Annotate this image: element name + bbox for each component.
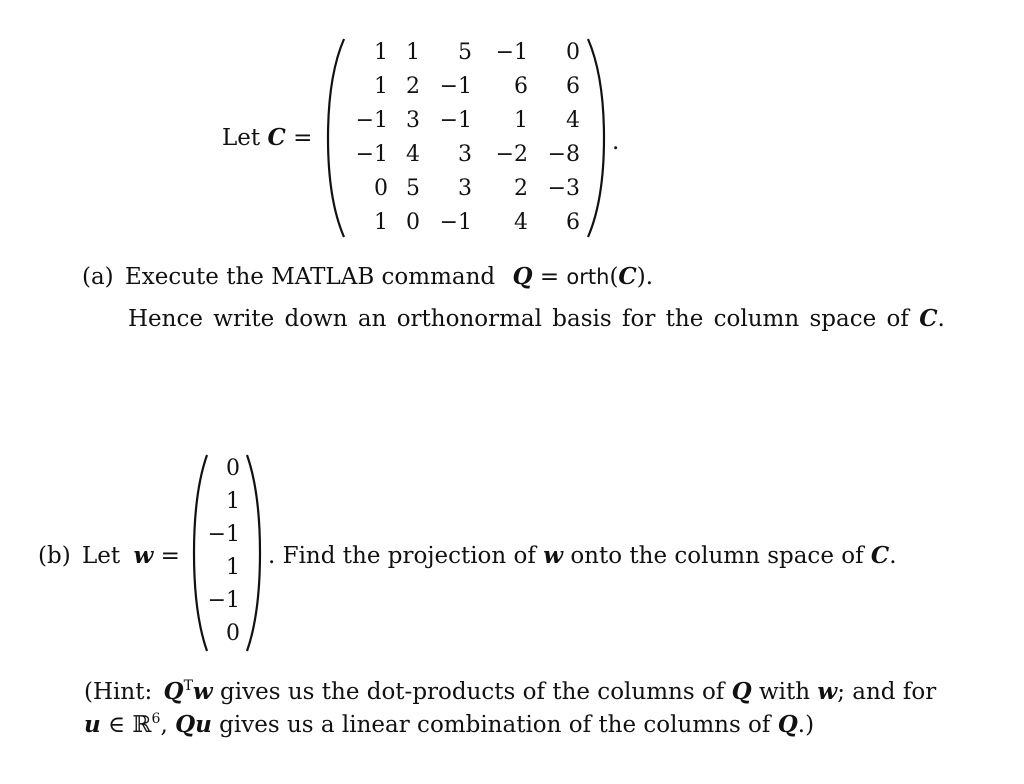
matrix-entry: 0 [566, 40, 580, 65]
hint-line1 [84, 678, 936, 706]
part-a-line2 [128, 305, 945, 333]
period: . [889, 543, 897, 569]
period: . [937, 306, 945, 332]
matrix-entry: 1 [406, 40, 420, 65]
hint-open: (Hint: [84, 679, 153, 705]
matrix-entry: 1 [374, 40, 388, 65]
matrix-entry: 2 [406, 74, 420, 99]
hint-close: .) [797, 712, 815, 738]
hint-text-1: gives us the dot-products of the columns of [220, 679, 725, 705]
hint-line2 [84, 711, 814, 739]
symbol-w: w [192, 678, 213, 705]
matrix-entry: 3 [406, 108, 420, 133]
matrix-entry: 2 [514, 176, 528, 201]
symbol-u: u [84, 711, 101, 738]
symbol-C: C [919, 305, 938, 332]
matrix-entry: −8 [547, 142, 580, 167]
symbol-C: C [870, 542, 890, 569]
hint-text-3: ; and for [837, 679, 937, 705]
symbol-Q: Q [731, 678, 752, 705]
hint-text-4: gives us a linear combination of the columns of [219, 712, 771, 738]
comma: , [160, 712, 168, 738]
matrix-symbol-C: C [267, 124, 286, 151]
matrix-entry: −1 [439, 108, 472, 133]
matrix-period: . [612, 129, 620, 155]
vector-entry: −1 [207, 588, 240, 613]
matrix-entry: 6 [566, 74, 580, 99]
part-b-label: (b) [38, 543, 71, 569]
symbol-Q: Q [163, 678, 184, 705]
symbol-Q: Q [777, 711, 798, 738]
vector-w [192, 452, 264, 654]
equals-sign: = [160, 543, 180, 569]
matrix-entry: −1 [355, 142, 388, 167]
symbol-u: u [195, 711, 212, 738]
matrix-entry: 5 [406, 176, 420, 201]
matrix-entry: 4 [566, 108, 580, 133]
part-b-text-middle: onto the column space of [570, 543, 864, 569]
matrix-entry: 5 [458, 40, 472, 65]
vector-entry: 1 [226, 555, 240, 580]
hint-text-2: with [758, 679, 811, 705]
matrix-entry: −3 [547, 176, 580, 201]
part-b-text-before: . Find the projection of [268, 543, 536, 569]
part-a-question: Hence write down an orthonormal basis for the column space of [128, 306, 909, 332]
matrix-entry: 3 [458, 176, 472, 201]
matrix-entry: 0 [406, 210, 420, 235]
matrix-entry: 1 [374, 210, 388, 235]
symbol-w: w [543, 542, 564, 569]
matrix-entry: 1 [374, 74, 388, 99]
matrix-entry: −2 [495, 142, 528, 167]
matrix-entry: −1 [439, 210, 472, 235]
symbol-Q: Q [512, 263, 533, 290]
matrix-entry: 1 [514, 108, 528, 133]
part-b-label-line [38, 542, 180, 570]
equals-sign: = [539, 264, 560, 290]
vector-entry: 1 [226, 489, 240, 514]
equals-sign: = [293, 125, 313, 151]
part-a-line1 [82, 263, 653, 291]
part-a-label: (a) [82, 264, 114, 290]
symbol-w: w [817, 678, 838, 705]
open-paren: ( [609, 264, 619, 290]
vector-entry: 0 [226, 456, 240, 481]
matrix-entry: 3 [458, 142, 472, 167]
part-b-question [268, 542, 897, 570]
vector-entry: −1 [207, 522, 240, 547]
matrix-entry: 0 [374, 176, 388, 201]
element-of-symbol: ∈ [108, 712, 126, 738]
matlab-function-orth: orth [566, 265, 610, 289]
transpose-symbol: T [183, 678, 193, 694]
right-paren-icon [584, 36, 606, 240]
part-a-instruction: Execute the MATLAB command [124, 264, 496, 290]
exponent: 6 [151, 711, 161, 727]
matrix-entry: −1 [355, 108, 388, 133]
matrix-entry: 4 [406, 142, 420, 167]
vector-entry: 0 [226, 621, 240, 646]
let-word: Let [222, 125, 261, 151]
symbol-w: w [133, 542, 154, 569]
symbol-C: C [618, 263, 637, 290]
close-paren: ). [636, 264, 654, 290]
symbol-Q: Q [175, 711, 196, 738]
matrix-entry: 4 [514, 210, 528, 235]
matrix-entry: 6 [514, 74, 528, 99]
matrix-entry: −1 [495, 40, 528, 65]
matrix-entry: −1 [439, 74, 472, 99]
reals-symbol: ℝ [132, 712, 152, 738]
right-paren-icon [244, 452, 262, 654]
matrix-definition-label [222, 124, 312, 152]
matrix-C [326, 36, 610, 240]
matrix-entry: 6 [566, 210, 580, 235]
let-word: Let [81, 543, 121, 569]
